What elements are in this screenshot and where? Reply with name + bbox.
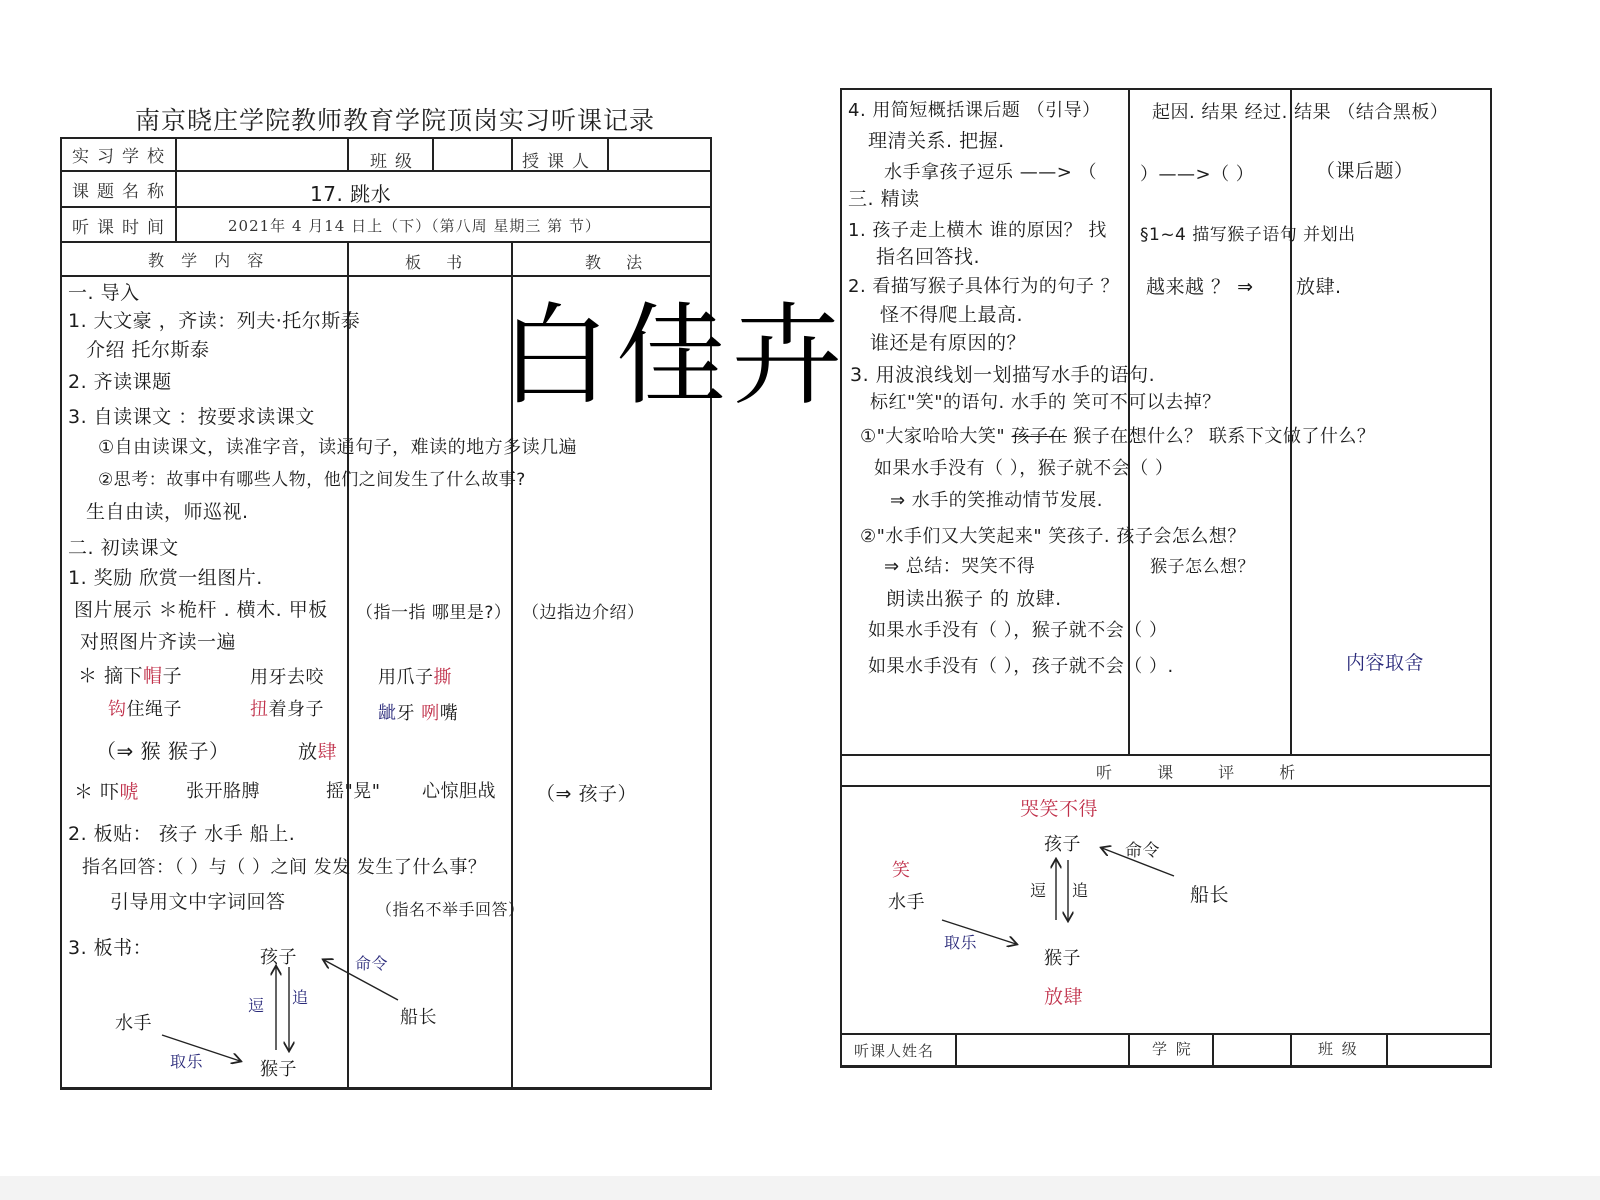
vocab-item: 钩住绳子 [108,699,182,720]
section-close-read: 三. 精读 [848,188,920,210]
content-line: 理清关系. 把握. [868,130,1005,152]
diagram-node-child: 孩子 [260,947,297,968]
board-note: 猴子怎么想？ [1150,557,1255,577]
listener-name-label: 听课人姓名 [854,1042,935,1060]
time-value: 2021年 4 月14 日上（下）（第八周 星期三 第 节） [228,217,601,235]
content-line: ⇒ 水手的笑推动情节发展. [890,490,1104,511]
diagram-label-order: 命令 [1125,841,1160,861]
diagram-label-tease: 逗 [248,996,265,1015]
board-note: ）——>（ ） [1140,164,1255,185]
content-line: 3. 板书： [68,937,153,959]
vocab-item: 扭着身子 [250,699,324,720]
content-line: 3. 用波浪线划一划描写水手的语句. [850,364,1156,386]
diagram-node-child: 孩子 [1044,834,1081,855]
class-label: 班 级 [1318,1040,1359,1058]
section-intro: 一. 导入 [68,282,140,304]
method-note: （课后题） [1316,160,1414,182]
diagram-node-monkey: 猴子 [1044,948,1081,969]
diagram-arrows [60,95,712,1095]
diagram-node-captain: 船长 [400,1007,437,1028]
content-line: 2. 看描写猴子具体行为的句子 ？ [848,276,1120,297]
diagram-node-monkey: 猴子 [260,1059,297,1080]
content-line: ①"大家哈哈大笑" 孩子在 猴子在想什么？ 联系下文做了什么？ [860,426,1376,447]
content-line: ②思考：故事中有哪些人物，他们之间发生了什么故事? [98,470,526,490]
vocab-item: ＊ 吓唬 [74,781,140,803]
diagram-node-sailor: 水手 [115,1013,152,1034]
content-line: ②"水手们又大笑起来" 笑孩子. 孩子会怎么想？ [860,526,1246,547]
column-heading-board: 板 书 [405,253,473,272]
evaluation-heading: 听 课 评 析 [1096,763,1316,782]
vocab-item: 用牙去咬 [250,667,324,688]
vocab-item: 心惊胆战 [422,781,496,802]
content-line: 2. 齐读课题 [68,371,172,393]
content-line: 4. 用简短概括课后题 （引导） [848,100,1101,121]
board-note: 起因. 结果 经过. 结果 （结合黑板） [1152,102,1449,123]
board-note: 越来越 ？ ⇒ [1146,276,1254,298]
school-label: 实习学校 [72,147,172,167]
class-label: 班级 [370,152,420,172]
method-note: 内容取舍 [1346,652,1425,674]
section-first-read: 二. 初读课文 [68,537,179,559]
content-line: 谁还是有原因的？ [870,332,1027,354]
content-line: 1. 奖励 欣赏一组图片. [68,567,263,589]
vocab-item: 用爪子撕 [378,667,452,688]
content-line: 3. 自读课文 ：按要求读课文 [68,406,315,428]
content-line: 介绍 托尔斯泰 [86,339,210,361]
content-line: 如果水手没有（ ），猴子就不会（ ） [868,620,1168,641]
diagram-label-amuse: 取乐 [944,933,978,952]
topic-value: 17. 跳水 [310,182,392,206]
teacher-label: 授课人 [522,152,597,172]
content-line: 引导用文中字词回答 [110,891,286,913]
column-heading-method: 教 法 [585,253,653,272]
diagram-label-reckless: 放肆 [1044,986,1084,1008]
content-line: 1. 大文豪 ，齐读：列夫·托尔斯泰 [68,310,361,332]
form-title: 南京晓庄学院教师教育学院顶岗实习听课记录 [135,106,656,135]
diagram-label-chase: 追 [292,988,309,1007]
diagram-node-sailor: 水手 [888,892,925,913]
content-line: 朗读出猴子 的 放肆. [886,588,1062,610]
vocab-item: 张开胳膊 [186,781,260,802]
vocab-item: 放肆 [298,741,338,763]
content-line: 标红"笑"的语句. 水手的 笑可不可以去掉？ [870,392,1221,413]
content-line: ⇒ 总结：哭笑不得 [884,556,1036,577]
diagram-label-chase: 追 [1072,881,1089,900]
column-heading-content: 教 学 内 容 [148,251,270,270]
content-line: 对照图片齐读一遍 [80,631,237,653]
college-label: 学 院 [1152,1040,1193,1058]
diagram-node-captain: 船长 [1190,884,1230,906]
right-sheet [840,88,1492,1073]
content-line: 指名回答：（ ）与（ ）之间 发发 发生了什么事？ [82,857,487,878]
diagram-label-amuse: 取乐 [170,1052,204,1071]
left-sheet [60,95,715,1095]
diagram-label-laugh: 笑 [892,860,911,881]
board-note: §1~4 描写猴子语句 并划出 [1140,225,1356,245]
vocab-item: 摇"晃" [326,781,381,802]
diagram-label-order: 命令 [355,954,389,973]
method-note: 放肆. [1296,276,1342,298]
content-line: 如果水手没有（ ），孩子就不会（ ）. [868,656,1174,677]
board-note: （指一指 哪里是?） [356,603,512,623]
content-line: 1. 孩子走上横木 谁的原因？ 找 [848,220,1107,241]
method-note: （⇒ 孩子） [536,783,637,805]
content-line: 如果水手没有（ ），猴子就不会（ ） [874,458,1174,479]
content-line: 水手拿孩子逗乐 ——> （ [884,162,1098,183]
content-line: 生自由读，师巡视. [86,501,249,523]
content-line: 图片展示 ＊桅杆 . 横木. 甲板 [74,599,328,621]
time-label: 听课时间 [72,218,172,238]
diagram-label-tease: 逗 [1030,881,1047,900]
name-overlay: 白佳卉 [500,292,848,420]
bottom-edge [0,1176,1600,1200]
method-note: （边指边介绍） [522,603,645,623]
vocab-item: ＊ 摘下帽子 [78,665,183,687]
evaluation-diagram-arrows [840,88,1492,1073]
content-line: 2. 板贴： 孩子 水手 船上. [68,823,296,845]
vocab-summary: （⇒ 猴 猴子） [96,739,230,763]
board-note: （指名不举手回答） [376,900,525,919]
content-line: 怪不得爬上最高. [880,304,1024,326]
content-line: ①自由读课文，读准字音，读通句子，难读的地方多读几遍 [98,437,578,458]
topic-label: 课题名称 [72,182,172,202]
content-line: 指名回答找. [876,246,981,268]
diagram-label-torn: 哭笑不得 [1020,798,1099,820]
vocab-item: 龇牙 咧嘴 [378,703,459,724]
